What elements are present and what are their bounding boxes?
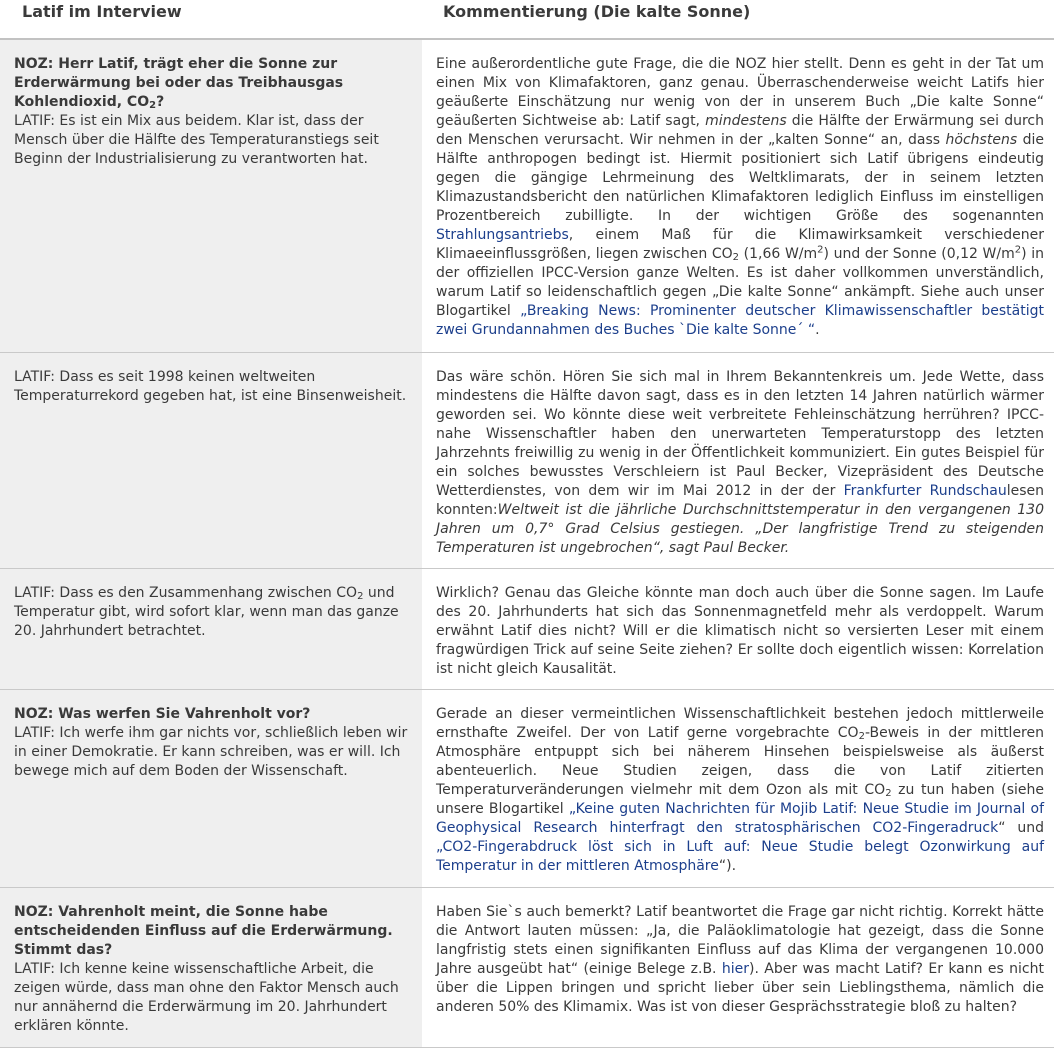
link-hier[interactable]: hier [721,960,750,977]
answer-text: LATIF: Es ist ein Mix aus beidem. Klar ist, dass der Mensch über die Hälfte des Temperaturanstiegs seit Beginn der Industrialisierung zu verantworten hat. [14,113,379,167]
link-strahlungsantrieb[interactable]: Strahlungsantriebs [436,227,569,243]
answer-text: LATIF: Dass es seit 1998 keinen weltweiten Temperaturrekord gegeben hat, ist eine Binsenweisheit. [14,368,407,404]
column-header-interview: Latif im Interview [22,2,182,21]
answer-text: LATIF: Ich werfe ihm gar nichts vor, schließlich leben wir in einer Demokratie. Er kann schreiben, was er will. Ich bewege mich auf dem Boden der Wissenschaft. [14,724,408,779]
link-frankfurter-rundschau[interactable]: Frankfurter Rundschau [843,482,1007,499]
table-row [0,40,1054,352]
commentary-cell [422,689,1054,887]
table-row [0,689,1054,887]
table-row [0,568,1054,689]
question-text: NOZ: Vahrenholt meint, die Sonne habe entscheidenden Einfluss auf die Erderwärmung. Stimmt das? [14,903,393,958]
interview-cell [0,40,422,352]
commentary-text: Eine außerordentliche gute Frage, die die NOZ hier stellt. Denn es geht in der Tat um einen Mix von Klimafaktoren, ganz genau. Überraschenderweise weicht Latifs hier geäußerte Einschätzung nur wenig von der in unserem Buch „Die kalte Sonne“ geäußerten Sichtweise ab: Latif sagt, mindestens die Hälfte der Erwärmung sei durch den Menschen verursacht. Wir nehmen in der „kalten Sonne“ an, dass höchstens die Hälfte anthropogen bedingt ist. Hiermit positioniert sich Latif übrigens eindeutig gegen die gängige Lehrmeinung des Weltklimarats, der in seinem letzten Klimazustandsbericht den natürlichen Klimafaktoren lediglich Einfluss im einstelligen Prozentbereich zubilligte. In der wichtigen Größe des sogenannten Strahlungsantriebs, einem Maß für die Klimawirksamkeit verschiedener Klimaeeinflussgrößen, liegen zwischen $CO_2$ (1,66 $W/m^2$) und der Sonne (0,12 $W/m^2$) in der offiziellen IPCC-Version ganze Welten. Es ist daher vollkommen unverständlich, warum Latif so leidenschaftlich gegen „Die kalte Sonne“ ankämpft. Siehe auch unser Blogartikel „Breaking News: Prominenter deutscher Klimawissenschaftler bestätigt zwei Grundannahmen des Buches `Die kalte Sonne´ “. [436,56,1044,338]
answer-text: LATIF: Dass es den Zusammenhang zwischen $CO_2$ und Temperatur gibt, wird sofort klar, wenn man das ganze 20. Jahrhundert betrachtet. [14,584,399,639]
answer-text: LATIF: Ich kenne keine wissenschaftliche Arbeit, die zeigen würde, dass man ohne den Faktor Mensch auch nur annähernd die Erderwärmung im 20. Jahrhundert erklären könnte. [14,960,399,1034]
commentary-text: Das wäre schön. Hören Sie sich mal in Ihrem Bekanntenkreis um. Jede Wette, dass mindestens die Hälfte davon sagt, dass es in den letzten 14 Jahren natürlich wärmer geworden sei. Wo könnte diese weit verbreitete Fehleinschätzung herrühren? IPCC-nahe Wissenschaftler haben den unerwarteten Temperaturstopp des letzten Jahrzehnts freiwillig zu wenig in der Öffentlichkeit kommuniziert. Ein gutes Beispiel für ein solches bewusstes Verschleiern ist Paul Becker, Vizepräsident des Deutsche Wetterdienstes, von dem wir im Mai 2012 in der der Frankfurter Rundschaulesen konnten:Weltweit ist die jährliche Durchschnittstemperatur in den vergangenen 130 Jahren um 0,7° Grad Celsius gestiegen. „Der langfristige Trend zu steigenden Temperaturen ist ungebrochen“, sagt Paul Becker. [436,368,1045,556]
interview-table [0,40,1054,1048]
column-header-commentary: Kommentierung (Die kalte Sonne) [443,2,751,21]
table-row [0,887,1054,1047]
link-breaking-news-article[interactable]: „Breaking News: Prominenter deutscher Klimawissenschaftler bestätigt zwei Grundannahmen des Buches `Die kalte Sonne´ “ [436,303,1044,338]
interview-cell [0,352,422,568]
commentary-cell [422,568,1054,689]
question-text: NOZ: Herr Latif, trägt eher die Sonne zur Erderwärmung bei oder das Treibhausgas Kohlendioxid, $CO_2$? [14,56,344,111]
interview-cell [0,568,422,689]
commentary-cell [422,40,1054,352]
table-header [0,0,1054,40]
link-keine-guten-nachrichten[interactable]: „Keine guten Nachrichten für Mojib Latif: Neue Studie im Journal of Geophysical Research hinterfragt den stratosphärischen CO2-Fingeradruck [436,800,1044,836]
link-co2-fingerabdruck[interactable]: „CO2-Fingerabdruck löst sich in Luft auf: Neue Studie belegt Ozonwirkung auf Temperatur in der mittleren Atmosphäre [436,838,1044,874]
table-row [0,352,1054,568]
interview-cell [0,689,422,887]
question-text: NOZ: Was werfen Sie Vahrenholt vor? [14,705,311,722]
commentary-text: Gerade an dieser vermeintlichen Wissenschaftlichkeit bestehen jedoch mittlerweile ernsthafte Zweifel. Der von Latif gerne vorgebrachte $CO_2$-Beweis in der mittleren Atmosphäre entpuppt sich bei näherem Hinsehen beispielsweise als äußerst abenteuerlich. Neue Studien zeigen, dass die von Latif zitierten Temperaturveränderungen vielmehr mit dem Ozon als mit $CO_2$ zu tun haben (siehe unsere Blogartikel „Keine guten Nachrichten für Mojib Latif: Neue Studie im Journal of Geophysical Research hinterfragt den stratosphärischen CO2-Fingeradruck“ und „CO2-Fingerabdruck löst sich in Luft auf: Neue Studie belegt Ozonwirkung auf Temperatur in der mittleren Atmosphäre“). [436,705,1045,874]
commentary-text: Haben Sie`s auch bemerkt? Latif beantwortet die Frage gar nicht richtig. Korrekt hätte die Antwort lauten müssen: „Ja, die Paläoklimatologie hat gezeigt, dass die Sonne langfristig stets einen signifikanten Einfluss auf das Klima der vergangenen 10.000 Jahre ausgeübt hat“ (einige Belege z.B. hier). Aber was macht Latif? Er kann es nicht über die Lippen bringen und spricht lieber über sein Lieblingsthema, nämlich die anderen 50% des Klimamix. Was ist von dieser Gesprächsstrategie bloß zu halten? [436,903,1044,1015]
commentary-cell [422,887,1054,1047]
commentary-cell [422,352,1054,568]
commentary-text: Wirklich? Genau das Gleiche könnte man doch auch über die Sonne sagen. Im Laufe des 20. Jahrhunderts hat sich das Sonnenmagnetfeld mehr als verdoppelt. Warum erwähnt Latif dies nicht? Will er die klimatisch nicht so versierten Leser mit einem fragwürdigen Trick auf seine Seite ziehen? Er sollte doch eigentlich wissen: Korrelation ist nicht gleich Kausalität. [436,584,1044,677]
interview-cell [0,887,422,1047]
